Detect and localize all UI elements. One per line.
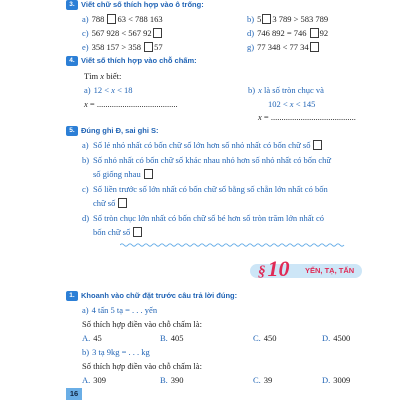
digit-input-box[interactable]: [310, 28, 319, 38]
exercise-1-header: [66, 291, 237, 301]
item-label: a): [82, 140, 89, 150]
number-right-part: 3 789 > 583 789: [272, 14, 329, 24]
number-left-part: 358 157 > 358: [91, 42, 144, 52]
option-value: 3009: [333, 375, 351, 385]
variable-x: x: [258, 112, 262, 122]
option-value: 39: [263, 375, 273, 385]
option-a[interactable]: [82, 333, 102, 343]
item-label: c): [82, 28, 89, 38]
section-number-value: 10: [267, 256, 290, 281]
ex4-item-b-condition: [268, 99, 315, 109]
page-number: 16: [66, 388, 82, 400]
number-left-part: 788: [91, 14, 107, 24]
option-letter[interactable]: D.: [322, 333, 331, 343]
digit-input-box[interactable]: [262, 14, 271, 24]
item-label: g): [247, 42, 255, 52]
option-letter[interactable]: A.: [82, 333, 91, 343]
item-label: b): [247, 14, 255, 24]
condition-text: là số tròn chục và: [261, 85, 324, 95]
option-a[interactable]: [82, 375, 106, 385]
statement-text: Số liền trước số lớn nhất có bốn chữ số bằng số chẵn lớn nhất có bốn: [93, 184, 328, 194]
ex5-item-d-continued: [93, 227, 143, 237]
true-false-box[interactable]: [144, 169, 153, 179]
item-label: a): [84, 85, 91, 95]
option-c[interactable]: [253, 333, 277, 343]
number-right-part: 57: [154, 42, 163, 52]
variable-x: x: [258, 85, 262, 95]
find-x-intro: [84, 71, 121, 81]
item-label: c): [82, 184, 89, 194]
variable-x: x: [289, 99, 294, 109]
ex5-item-c: [82, 184, 328, 194]
exercise-title: Viết chữ số thích hợp vào ô trống:: [81, 0, 204, 9]
exercise-5-header: [66, 126, 159, 136]
ex3-item-e: [82, 42, 163, 52]
statement-text: Số tròn chục lớn nhất có bốn chữ số bé hơn số tròn trăm lớn nhất có: [93, 213, 325, 223]
option-d[interactable]: [322, 333, 350, 343]
question-text: 4 tấn 5 tạ = . . . yến: [91, 305, 158, 315]
statement-text: Số lẻ nhỏ nhất có bốn chữ số lớn hơn số nhỏ nhất có bốn chữ số: [93, 140, 311, 150]
exercise-number-badge: 1.: [66, 291, 78, 301]
option-c[interactable]: [253, 375, 272, 385]
digit-input-box[interactable]: [153, 28, 162, 38]
exercise-3-header: [66, 0, 204, 10]
wavy-divider: [120, 242, 346, 248]
option-b[interactable]: [160, 333, 184, 343]
ex5-item-b: [82, 155, 331, 165]
number-left-part: 567 928 < 567 92: [91, 28, 152, 38]
item-label: e): [82, 42, 89, 52]
variable-x: x: [111, 85, 115, 95]
section-mark: §: [258, 264, 266, 280]
option-d[interactable]: [322, 375, 350, 385]
variable-x: x: [84, 99, 88, 109]
number-left-part: 77 348 < 77 34: [257, 42, 309, 52]
question-text: 3 tạ 9kg = . . . kg: [92, 347, 150, 357]
ex5-item-c-continued: [93, 198, 128, 208]
item-label: a): [82, 305, 89, 315]
option-value: 405: [170, 333, 184, 343]
exercise-4-header: [66, 56, 197, 66]
inequality-part: < 18: [114, 85, 133, 95]
ex4-item-b: [248, 85, 324, 95]
wavy-line: [120, 244, 344, 246]
exercise-title: Đúng ghi Đ, sai ghi S:: [81, 126, 159, 135]
ex3-item-b: [247, 14, 328, 24]
ex5-item-a: [82, 140, 323, 150]
inequality-part: < 145: [293, 99, 316, 109]
ex3-item-a: [82, 14, 163, 24]
ex3-item-c: [82, 28, 163, 38]
option-letter[interactable]: D.: [322, 375, 331, 385]
item-label: a): [82, 14, 89, 24]
answer-dots[interactable]: = ........................................: [261, 112, 356, 122]
intro-text: biết:: [104, 71, 122, 81]
option-value: 450: [263, 333, 277, 343]
variable-x: x: [100, 71, 105, 81]
section-title: YẾN, TẠ, TẤN: [305, 266, 355, 275]
ex5-item-d: [82, 213, 324, 223]
exercise-title: Khoanh vào chữ đặt trước câu trả lời đúng:: [81, 291, 238, 300]
exercise-number-badge: 4.: [66, 56, 78, 66]
option-letter[interactable]: B.: [160, 375, 168, 385]
ex1-question-b: [82, 347, 150, 357]
option-letter[interactable]: A.: [82, 375, 91, 385]
ex1-question-a: [82, 305, 157, 315]
statement-text: số giống nhau: [93, 169, 141, 179]
ex4-item-a: [84, 85, 132, 95]
item-label: d): [82, 213, 90, 223]
item-label: b): [82, 347, 90, 357]
option-b[interactable]: [160, 375, 184, 385]
intro-text: Tìm: [84, 71, 101, 81]
statement-text: chữ số: [93, 198, 116, 208]
ex4-answer-a[interactable]: [84, 99, 178, 109]
item-label: d): [247, 28, 255, 38]
ex3-item-g: [247, 42, 320, 52]
inequality-part: 102 <: [268, 99, 290, 109]
ex4-answer-b[interactable]: [258, 112, 356, 122]
number-right-part: 92: [319, 28, 329, 38]
exercise-number-badge: 5.: [66, 126, 78, 136]
true-false-box[interactable]: [313, 140, 322, 150]
exercise-title: Viết số thích hợp vào chỗ chấm:: [81, 56, 197, 65]
section-number: [258, 257, 290, 281]
true-false-box[interactable]: [133, 227, 142, 237]
number-left-part: 746 892 = 746: [257, 28, 309, 38]
ex3-item-d: [247, 28, 328, 38]
option-letter[interactable]: C.: [253, 333, 261, 343]
answer-dots[interactable]: = ......................................: [87, 99, 178, 109]
statement-text: Số nhỏ nhất có bốn chữ số khác nhau nhỏ hơn số nhỏ nhất có bốn chữ: [93, 155, 331, 165]
item-label: b): [82, 155, 90, 165]
digit-input-box[interactable]: [107, 14, 116, 24]
option-value: 4500: [333, 333, 351, 343]
ex1-prompt-a: Số thích hợp điền vào chỗ chấm là:: [82, 319, 202, 329]
option-value: 309: [93, 375, 107, 385]
true-false-box[interactable]: [118, 198, 127, 208]
option-value: 45: [93, 333, 102, 343]
option-letter[interactable]: B.: [160, 333, 168, 343]
statement-text: bốn chữ số: [93, 227, 131, 237]
inequality-part: 12 <: [93, 85, 112, 95]
digit-input-box[interactable]: [144, 42, 153, 52]
exercise-number-badge: 3.: [66, 0, 78, 10]
option-value: 390: [170, 375, 184, 385]
digit-input-box[interactable]: [310, 42, 319, 52]
number-left-part: 5: [257, 14, 262, 24]
ex5-item-b-continued: [93, 169, 154, 179]
ex1-prompt-b: Số thích hợp điền vào chỗ chấm là:: [82, 361, 202, 371]
item-label: b): [248, 85, 256, 95]
option-letter[interactable]: C.: [253, 375, 261, 385]
number-right-part: 63 < 788 163: [117, 14, 163, 24]
